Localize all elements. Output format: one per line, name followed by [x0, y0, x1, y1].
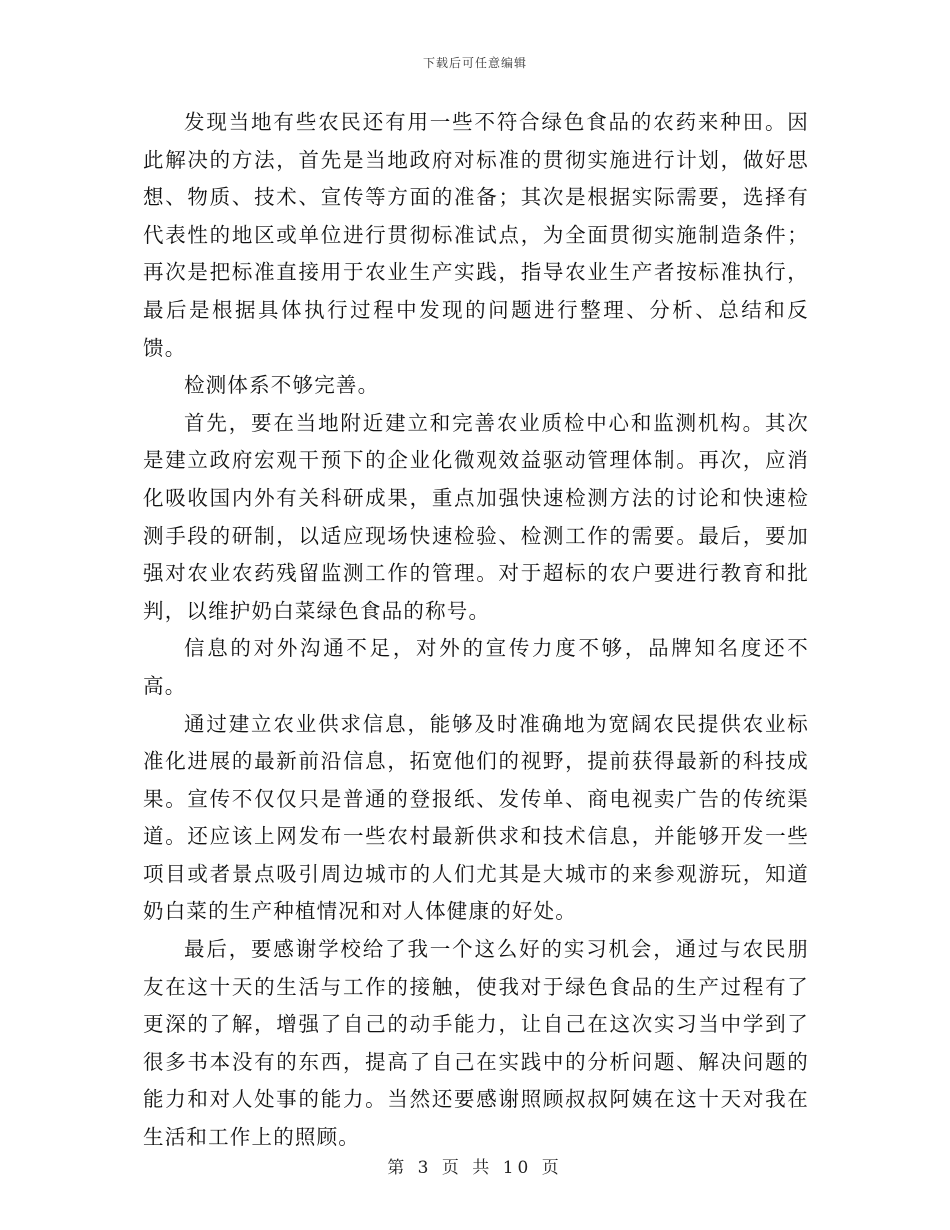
paragraph-detection-measures: 首先，要在当地附近建立和完善农业质检中心和监测机构。其次是建立政府宏观干预下的企业化微观效益驱动管理体制。再次，应消化吸收国内外有关科研成果，重点加强快速检测方法的讨论和快速检测手段的研制，以适应现场快速检验、检测工作的需要。最后，要加强对农业农药残留监测工作的管理。对于超标的农户要进行教育和批判，以维护奶白菜绿色食品的称号。 [143, 410, 809, 623]
paragraph-communication-heading: 信息的对外沟通不足，对外的宣传力度不够，品牌知名度还不高。 [143, 636, 809, 698]
paragraph-detection-heading: 检测体系不够完善。 [184, 373, 380, 398]
paragraph-communication-measures: 通过建立农业供求信息，能够及时准确地为宽阔农民提供农业标准化进展的最新前沿信息，拓宽他们的视野，提前获得最新的科技成果。宣传不仅仅只是普通的登报纸、发传单、商电视卖广告的传统渠道。还应该上网发布一些农村最新供求和技术信息，并能够开发一些项目或者景点吸引周边城市的人们尤其是大城市的来参观游玩，知道奶白菜的生产种植情况和对人体健康的好处。 [143, 711, 809, 924]
document-body [143, 104, 809, 1157]
page-header: 下载后可任意编辑 [422, 56, 527, 70]
page-number-footer: 第 3 页 共 10 页 [387, 1158, 563, 1178]
paragraph-acknowledgement: 最后，要感谢学校给了我一个这么好的实习机会，通过与农民朋友在这十天的生活与工作的接触，使我对于绿色食品的生产过程有了更深的了解，增强了自己的动手能力，让自己在这次实习当中学到了很多书本没有的东西，提高了自己在实践中的分析问题、解决问题的能力和对人处事的能力。当然还要感谢照顾叔叔阿姨在这十天对我在生活和工作上的照顾。 [143, 937, 809, 1150]
paragraph-pesticide-solution: 发现当地有些农民还有用一些不符合绿色食品的农药来种田。因此解决的方法，首先是当地政府对标准的贯彻实施进行计划，做好思想、物质、技术、宣传等方面的准备；其次是根据实际需要，选择有代表性的地区或单位进行贯彻标准试点，为全面贯彻实施制造条件；再次是把标准直接用于农业生产实践，指导农业生产者按标准执行，最后是根据具体执行过程中发现的问题进行整理、分析、总结和反馈。 [143, 110, 809, 360]
